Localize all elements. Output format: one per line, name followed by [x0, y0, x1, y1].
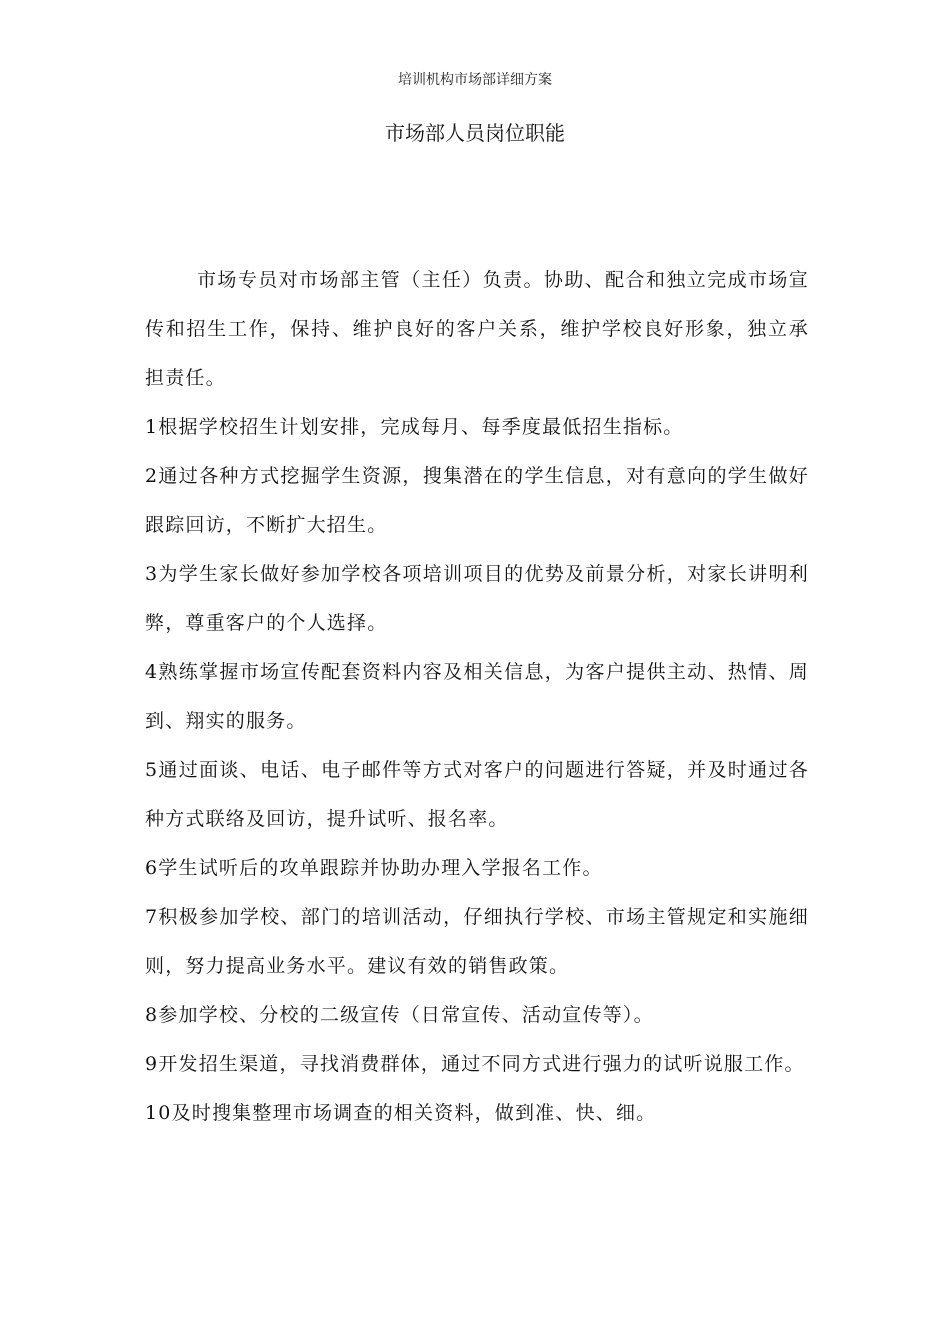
duty-item-7: 7积极参加学校、部门的培训活动，仔细执行学校、市场主管规定和实施细则，努力提高业务水平。建议有效的销售政策。 [145, 906, 809, 977]
duty-item-5: 5通过面谈、电话、电子邮件等方式对客户的问题进行答疑，并及时通过各种方式联络及回访，提升试听、报名率。 [145, 759, 809, 830]
intro-paragraph: 市场专员对市场部主管（主任）负责。协助、配合和独立完成市场宣传和招生工作，保持、维护良好的客户关系，维护学校良好形象，独立承担责任。 [145, 269, 809, 389]
duty-item-4: 4熟练掌握市场宣传配套资料内容及相关信息，为客户提供主动、热情、周到、翔实的服务。 [145, 661, 809, 732]
duty-item-2: 2通过各种方式挖掘学生资源，搜集潜在的学生信息，对有意向的学生做好跟踪回访，不断扩大招生。 [145, 465, 809, 536]
duty-item-6: 6学生试听后的攻单跟踪并协助办理入学报名工作。 [145, 857, 603, 879]
document-body [145, 256, 809, 1138]
duty-item-10: 10及时搜集整理市场调查的相关资料，做到准、快、细。 [145, 1102, 657, 1124]
running-header: 培训机构市场部详细方案 [398, 72, 552, 88]
duty-item-9: 9开发招生渠道，寻找消费群体，通过不同方式进行强力的试听说服工作。 [145, 1053, 805, 1075]
duty-item-3: 3为学生家长做好参加学校各项培训项目的优势及前景分析，对家长讲明利弊，尊重客户的个人选择。 [145, 563, 809, 634]
duty-item-8: 8参加学校、分校的二级宣传（日常宣传、活动宣传等）。 [145, 1004, 654, 1026]
page-title: 市场部人员岗位职能 [385, 121, 565, 145]
duty-item-1: 1根据学校招生计划安排，完成每月、每季度最低招生指标。 [145, 416, 684, 438]
